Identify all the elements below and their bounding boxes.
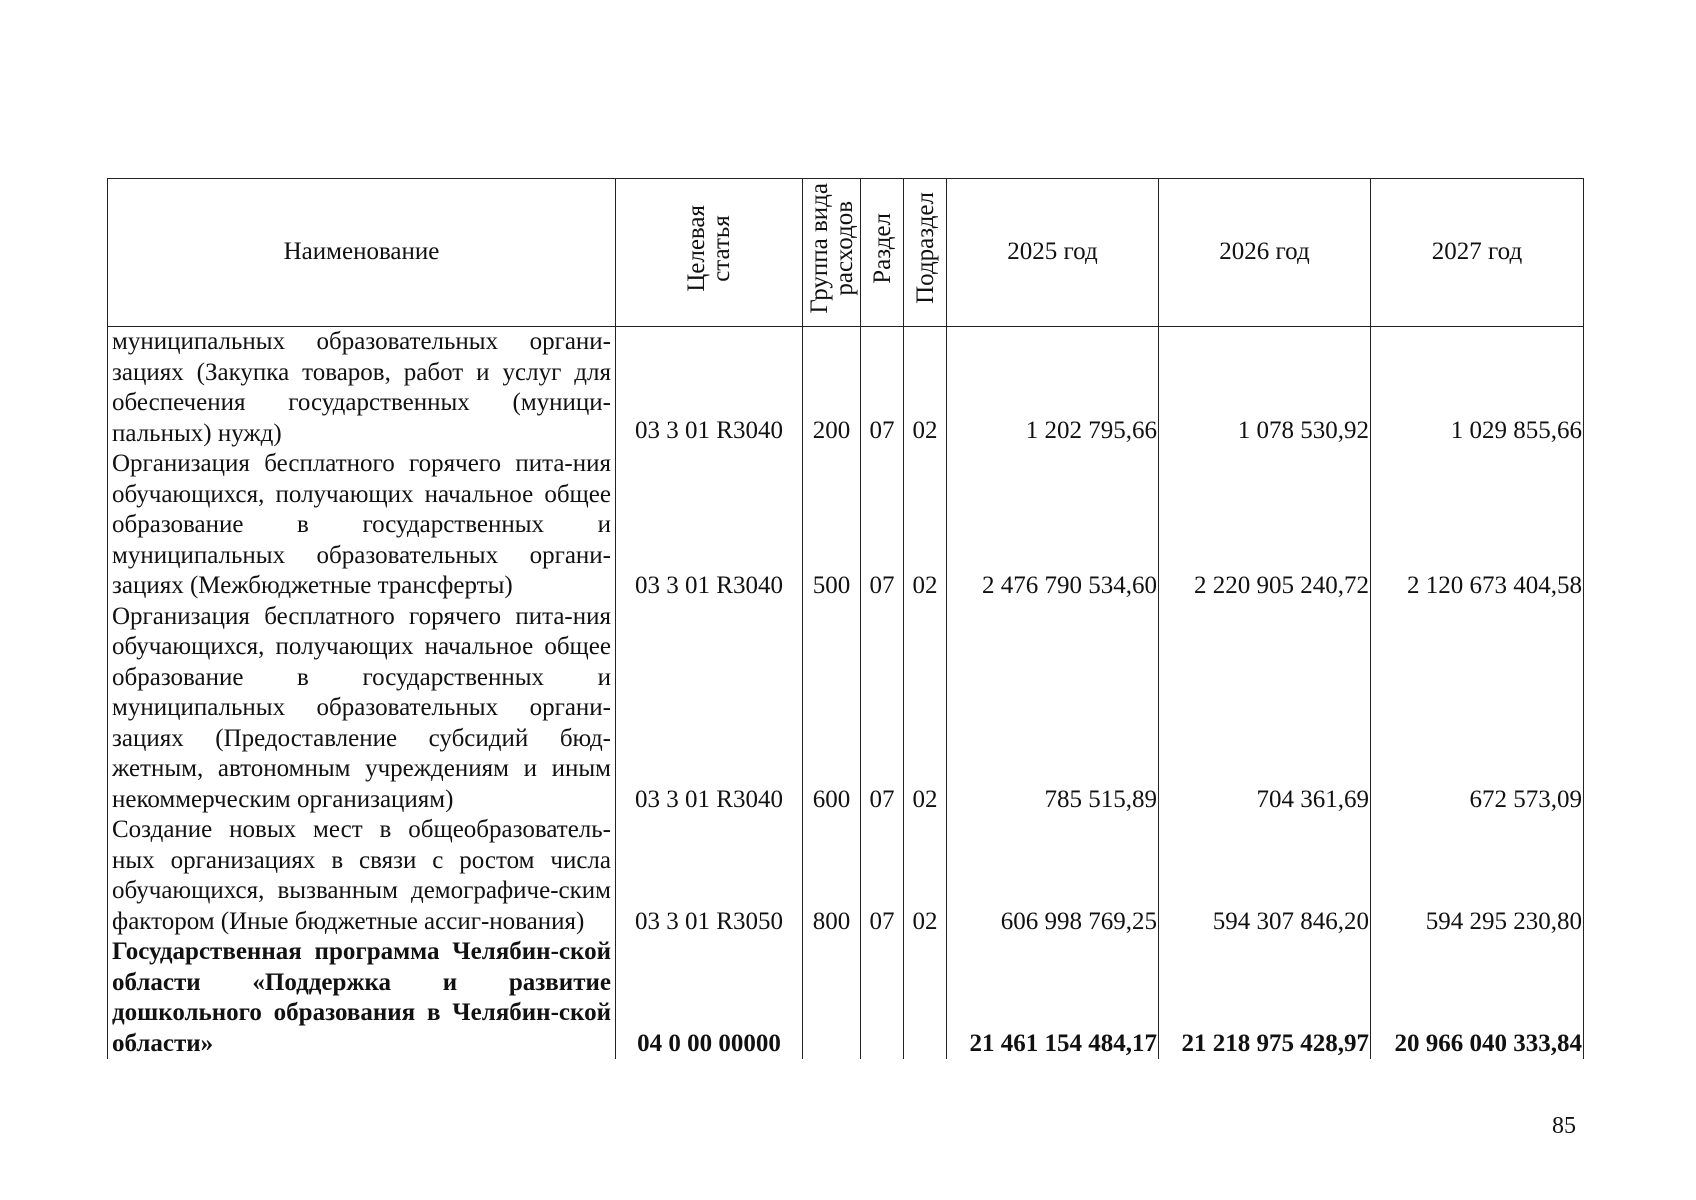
row-2027: 672 573,09: [1371, 602, 1584, 816]
row-2025: 2 476 790 534,60: [947, 449, 1159, 602]
row-2025: 21 461 154 484,17: [947, 937, 1159, 1059]
row-name: Организация бесплатного горячего пита-ния обучающихся, получающих начальное общее образование в государственных и муниципальных образовательных органи-зациях (Предоставление субсидий бюд-жетным, автономным учреждениям и иным некоммерческим организациям): [108, 602, 616, 816]
budget-table: [107, 178, 1584, 1059]
row-target: 03 3 01 R3040: [616, 449, 803, 602]
row-2026: 2 220 905 240,72: [1159, 449, 1371, 602]
header-section: Раздел: [861, 179, 904, 327]
row-subsection: 02: [904, 815, 947, 937]
row-2026: 594 307 846,20: [1159, 815, 1371, 937]
header-2027: 2027 год: [1371, 179, 1584, 327]
row-section: 07: [861, 602, 904, 816]
header-group: Группа вида расходов: [803, 179, 861, 327]
row-2025: 606 998 769,25: [947, 815, 1159, 937]
row-target: 03 3 01 R3040: [616, 602, 803, 816]
row-group: [803, 937, 861, 1059]
row-section: 07: [861, 449, 904, 602]
page-number: 85: [1552, 1113, 1576, 1139]
row-name: Создание новых мест в общеобразователь-ных организациях в связи с ростом числа обучающихся, вызванным демографиче-ским фактором (Иные бюджетные ассиг-нования): [108, 815, 616, 937]
table-row-program-total: [108, 937, 1584, 1059]
row-subsection: 02: [904, 449, 947, 602]
row-subsection: [904, 937, 947, 1059]
header-2025: 2025 год: [947, 179, 1159, 327]
row-2027: 20 966 040 333,84: [1371, 937, 1584, 1059]
row-target: 03 3 01 R3040: [616, 327, 803, 450]
row-2027: 2 120 673 404,58: [1371, 449, 1584, 602]
row-target: 03 3 01 R3050: [616, 815, 803, 937]
table-row: [108, 449, 1584, 602]
table-header-row: [108, 179, 1584, 327]
row-2027: 1 029 855,66: [1371, 327, 1584, 450]
row-group: 500: [803, 449, 861, 602]
row-name: муниципальных образовательных органи-зациях (Закупка товаров, работ и услуг для обеспечения государственных (муници-пальных) нужд): [108, 327, 616, 450]
row-target: 04 0 00 00000: [616, 937, 803, 1059]
row-section: 07: [861, 815, 904, 937]
row-group: 200: [803, 327, 861, 450]
header-subsection: Подраздел: [904, 179, 947, 327]
row-section: 07: [861, 327, 904, 450]
row-2026: 1 078 530,92: [1159, 327, 1371, 450]
row-name: Организация бесплатного горячего пита-ния обучающихся, получающих начальное общее образование в государственных и муниципальных образовательных органи-зациях (Межбюджетные трансферты): [108, 449, 616, 602]
row-group: 600: [803, 602, 861, 816]
row-2025: 785 515,89: [947, 602, 1159, 816]
table-row: [108, 327, 1584, 450]
row-subsection: 02: [904, 602, 947, 816]
row-2026: 21 218 975 428,97: [1159, 937, 1371, 1059]
row-name: Государственная программа Челябин-ской области «Поддержка и развитие дошкольного образования в Челябин-ской области»: [108, 937, 616, 1059]
table-row: [108, 602, 1584, 816]
row-2027: 594 295 230,80: [1371, 815, 1584, 937]
table-row: [108, 815, 1584, 937]
header-2026: 2026 год: [1159, 179, 1371, 327]
row-section: [861, 937, 904, 1059]
header-target: Целевая статья: [616, 179, 803, 327]
row-subsection: 02: [904, 327, 947, 450]
row-2025: 1 202 795,66: [947, 327, 1159, 450]
header-name: Наименование: [108, 179, 616, 327]
row-2026: 704 361,69: [1159, 602, 1371, 816]
row-group: 800: [803, 815, 861, 937]
